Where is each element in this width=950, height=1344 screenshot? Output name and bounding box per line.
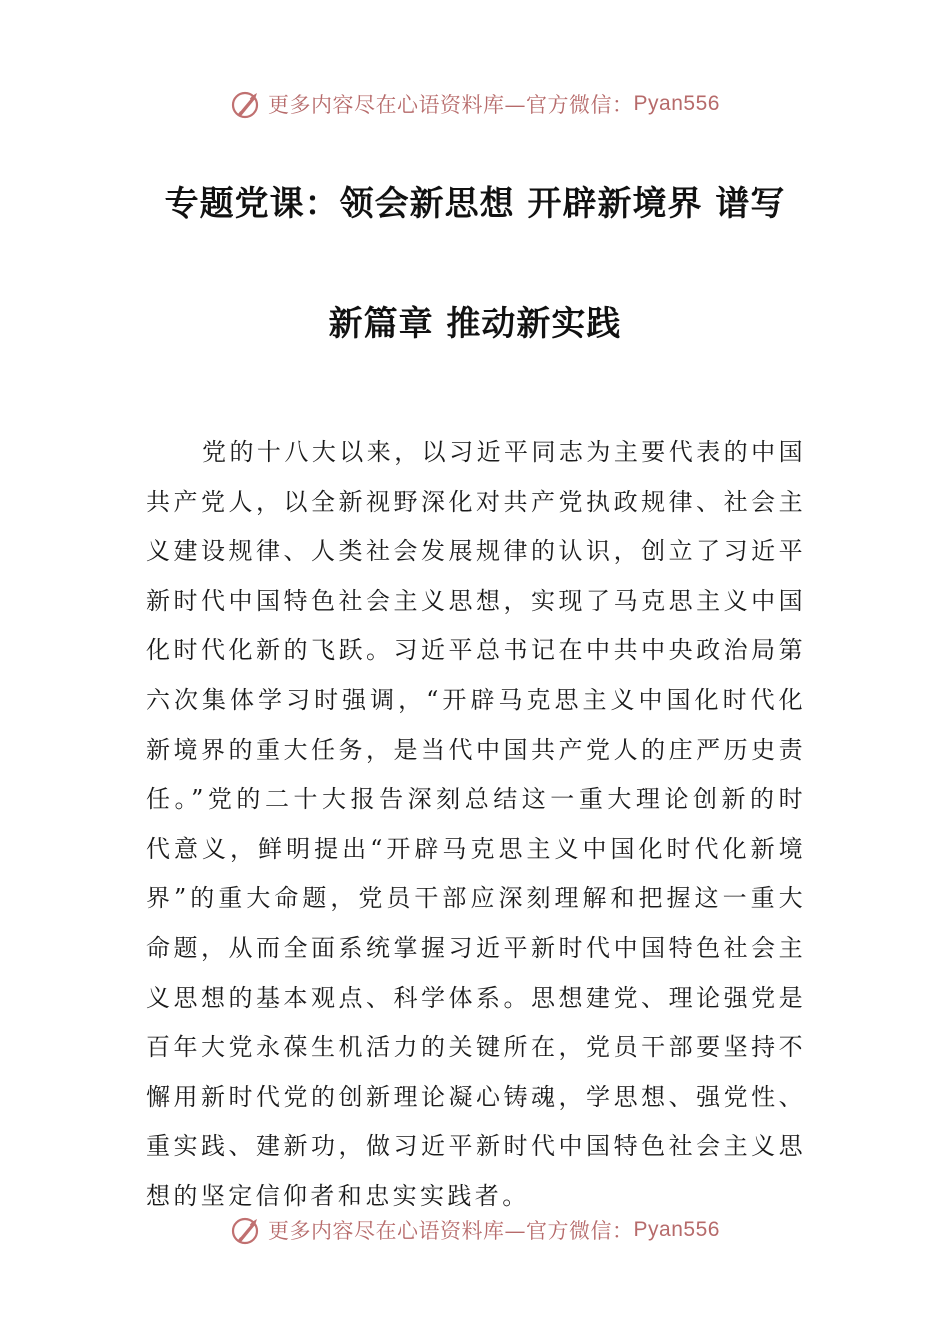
wechat-id: Pyan556: [633, 92, 720, 115]
watermark-text: 更多内容尽在心语资料库—官方微信：: [268, 1219, 634, 1243]
watermark-footer: [0, 1210, 950, 1250]
body-paragraph: 党的十八大以来，以习近平同志为主要代表的中国共产党人，以全新视野深化对共产党执政规律、社会主义建设规律、人类社会发展规律的认识，创立了习近平新时代中国特色社会主义思想，实现了马克思主义中国化时代化新的飞跃。习近平总书记在中共中央政治局第六次集体学习时强调，“开辟马克思主义中国化时代化新境界的重大任务，是当代中国共产党人的庄严历史责任。”党的二十大报告深刻总结这一重大理论创新的时代意义，鲜明提出“开辟马克思主义中国化时代化新境界”的重大命题，党员干部应深刻理解和把握这一重大命题，从而全面系统掌握习近平新时代中国特色社会主义思想的基本观点、科学体系。思想建党、理论强党是百年大党永葆生机活力的关键所在，党员干部要坚持不懈用新时代党的创新理论凝心铸魂，学思想、强党性、重实践、建新功，做习近平新时代中国特色社会主义思想的坚定信仰者和忠实实践者。: [146, 438, 806, 1210]
document-title-line2: 新篇章 推动新实践: [328, 304, 622, 344]
document-title-line1: 专题党课：领会新思想 开辟新境界 谱写: [164, 184, 786, 224]
pen-logo-icon: [230, 87, 264, 121]
watermark-text: 更多内容尽在心语资料库—官方微信：: [268, 93, 634, 117]
pen-logo-icon: [230, 1213, 264, 1247]
wechat-id: Pyan556: [633, 1218, 720, 1241]
watermark-header: [0, 84, 950, 124]
